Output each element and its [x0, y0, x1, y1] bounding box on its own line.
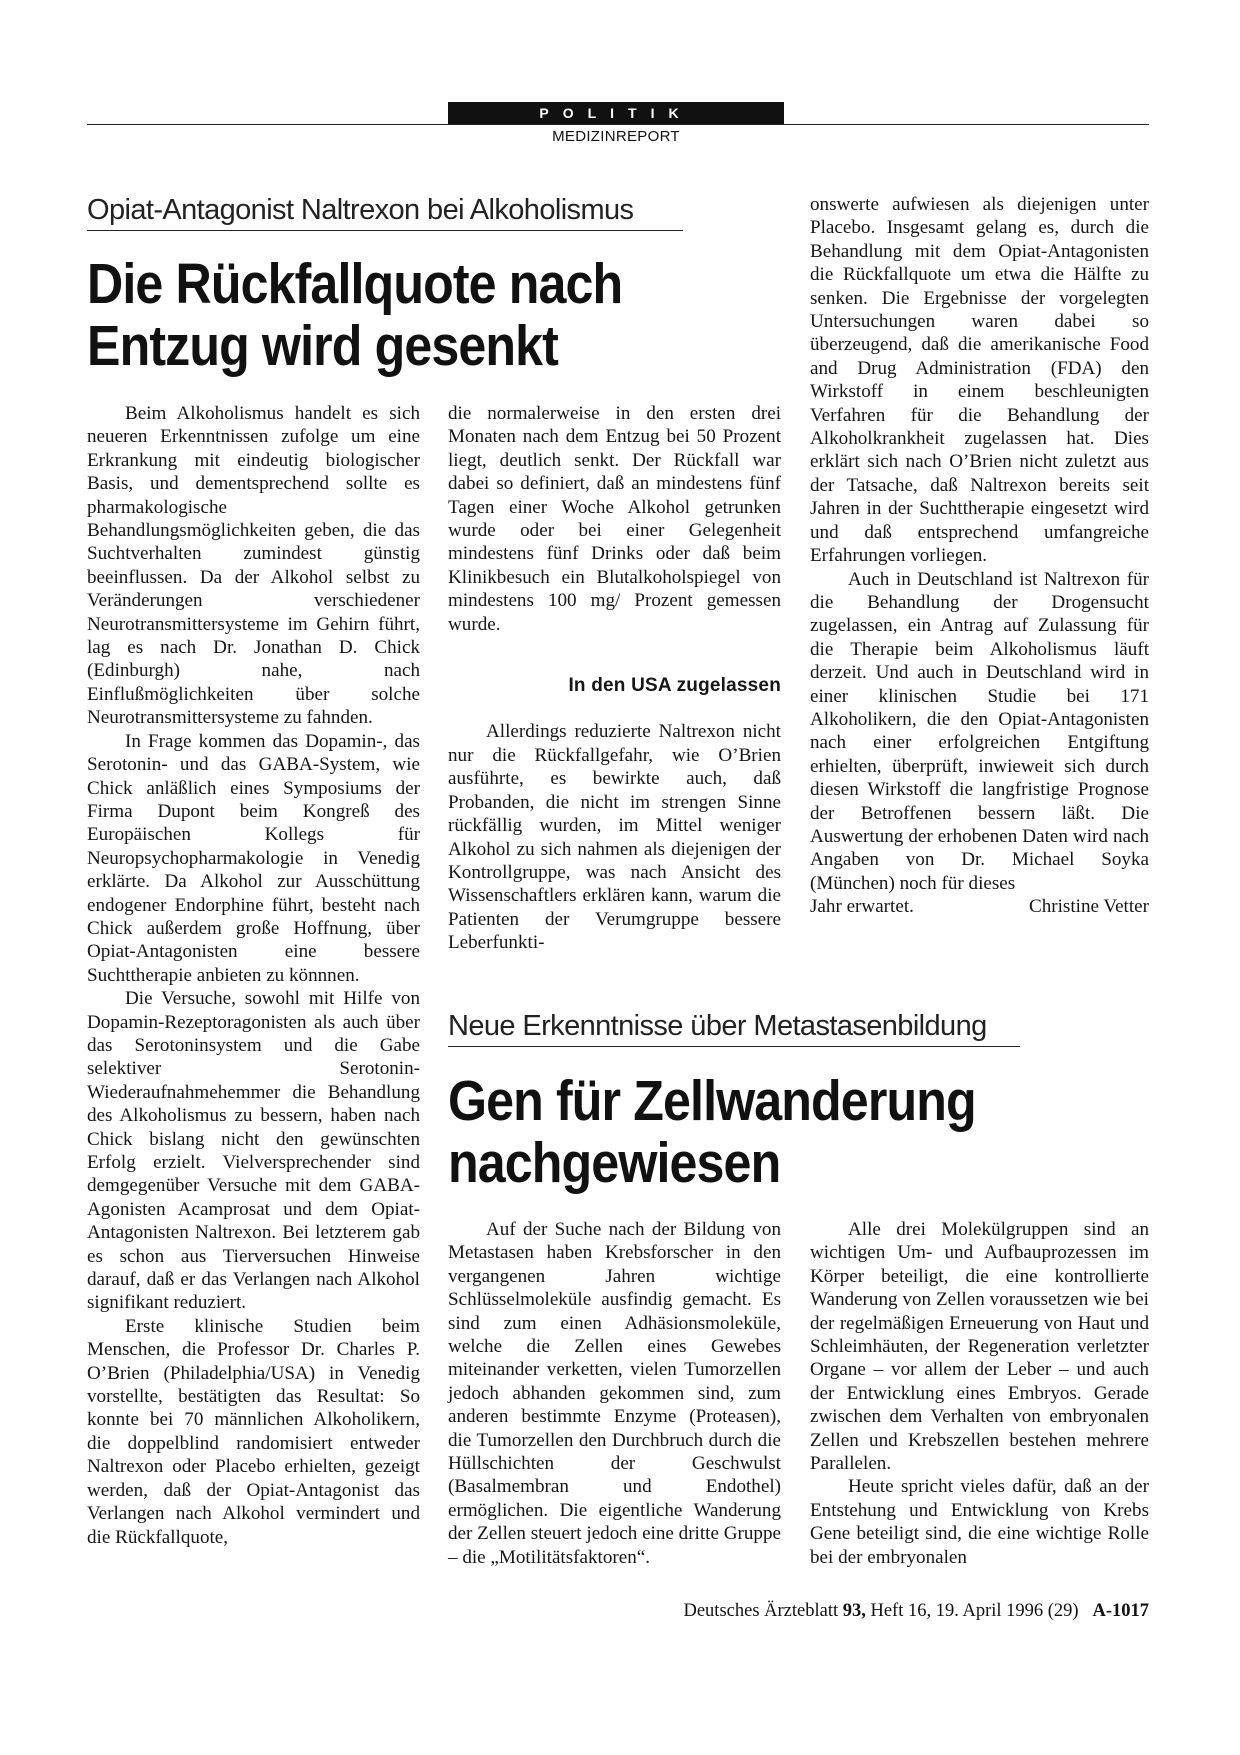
article1-subheading: In den USA zugelassen	[568, 675, 781, 697]
journal-volume: 93,	[842, 1601, 866, 1621]
article1-col1-paragraph: Erste klinische Studien beim Menschen, die Professor Dr. Charles P. O’Brien (Philadelphia/USA) in Venedig vorstellte, bestätigten das Resultat: So konnte bei 70 männlichen Alkoholikern, die doppelblind randomisiert entweder Naltrexon oder Placebo erhielten, gezeigt werden, daß der Opiat-Antagonist das Verlangen nach Alkohol vermindert und die Rückfallquote,	[87, 1315, 420, 1548]
article1-headline	[87, 253, 622, 377]
article2-column-2	[810, 1218, 1149, 1569]
header-rule	[87, 124, 1149, 125]
article2-column-1	[448, 1218, 781, 1569]
article1-col1-paragraph: Die Versuche, sowohl mit Hilfe von Dopamin-Rezeptoragonisten als auch über das Serotoninsystem und die Gabe selektiver Serotonin-Wiederaufnahmehemmer die Behandlung des Alkoholismus zu bessern, haben nach Chick bislang nicht den gewünschten Erfolg erzielt. Vielversprechender sind demgegenüber Versuche mit dem GABA-Agonisten Acamprosat und dem Opiat-Antagonisten Naltrexon. Bei letzterem gab es schon aus Tierversuchen Hinweise darauf, daß er das Verlangen nach Alkohol signifikant reduziert.	[87, 988, 420, 1314]
subsection-label: MEDIZINREPORT	[552, 128, 680, 145]
page-footer	[560, 1601, 1149, 1622]
article2-col1-paragraph: Auf der Suche nach der Bildung von Metastasen haben Krebsforscher in den vergangenen Jahren wichtige Schlüsselmoleküle ausfindig gemacht. Es sind zum einen Adhäsionsmoleküle, welche die Zellen eines Gewebes miteinander verketten, vielen Tumorzellen jedoch abhanden gekommen sind, zum anderen bestimmte Enzyme (Proteasen), die Tumorzellen den Durchbruch durch die Hüllschichten der Geschwulst (Basalmembran und Endothel) ermöglichen. Die eigentliche Wanderung der Zellen steuert jedoch eine dritte Gruppe – die „Motilitätsfaktoren“.	[448, 1219, 781, 1568]
article2-col2-paragraph: Alle drei Molekülgruppen sind an wichtigen Um- und Aufbauprozessen im Körper beteiligt, die eine kontrollierte Wanderung von Zellen voraussetzen wie bei der regelmäßigen Erneuerung von Haut und Schleimhäuten, der Regeneration verletzter Organe – vor allem der Leber – und auch der Entwicklung eines Embryos. Gerade zwischen dem Verhalten von embryonalen Zellen und Krebszellen bestehen mehrere Parallelen.	[810, 1219, 1149, 1475]
article1-column-3	[810, 193, 1149, 919]
article1-col2-paragraph: Allerdings reduzierte Naltrexon nicht nur die Rückfallgefahr, wie O’Brien ausführte, es bewirkte auch, daß Probanden, die nicht im strengen Sinne rückfällig wurden, im Mittel weniger Alkohol zu sich nahmen als diejenigen der Kontrollgruppe, was nach Ansicht des Wissenschaftlers erklären kann, warum die Patienten der Verumgruppe bessere Leberfunkti-	[448, 721, 781, 954]
article1-column-1	[87, 402, 420, 1549]
article1-col3-paragraph: onswerte aufwiesen als diejenigen unter Placebo. Insgesamt gelang es, durch die Behandlung mit dem Opiat-Antagonisten die Rückfallquote um etwa die Hälfte zu senken. Die Ergebnisse der vorgelegten Untersuchungen waren dabei so überzeugend, daß die amerikanische Food and Drug Administration (FDA) den Wirkstoff in einem beschleunigten Verfahren für die Behandlung der Alkoholkrankheit zugelassen hat. Dies erklärt sich nach O’Brien nicht zuletzt aus der Tatsache, daß Naltrexon bereits seit Jahren in der Suchttherapie eingesetzt wird und daß entsprechend umfangreiche Erfahrungen vorliegen.	[810, 194, 1149, 567]
article2-headline	[448, 1070, 976, 1194]
article1-author: Christine Vetter	[1028, 896, 1149, 918]
article2-headline-line2: nachgewiesen	[448, 1131, 781, 1195]
article1-signature-line	[810, 895, 1149, 918]
article1-col3-paragraph: Auch in Deutschland ist Naltrexon für die Behandlung der Drogensucht zugelassen, ein Antrag auf Zulassung für die Therapie beim Alkoholismus läuft derzeit. Und auch in Deutschland wird in einer klinischen Studie bei 171 Alkoholikern, die den Opiat-Antagonisten nach einer erfolgreichen Entgiftung erhielten, überprüft, inwieweit sich durch diesen Wirkstoff die langfristige Prognose der Betroffenen bessern läßt. Die Auswertung der erhobenen Daten wird nach Angaben von Dr. Michael Soyka (München) noch für dieses	[810, 568, 1149, 894]
page-number: A-1017	[1092, 1601, 1149, 1621]
article1-col1-paragraph: Beim Alkoholismus handelt es sich neueren Erkenntnissen zufolge um eine Erkrankung mit eindeutig biologischer Basis, und dementsprechend sollte es pharmakologische Behandlungsmöglichkeiten geben, die das Suchtverhalten zumindest günstig beeinflussen. Da der Alkohol selbst zu Veränderungen verschiedener Neurotransmittersysteme im Gehirn führt, lag es nach Dr. Jonathan D. Chick (Edinburgh) nahe, nach Einflußmöglichkeiten über solche Neurotransmittersysteme zu fahnden.	[87, 403, 420, 729]
article1-headline-line1: Die Rückfallquote nach	[87, 252, 623, 316]
article1-headline-line2: Entzug wird gesenkt	[87, 314, 559, 378]
journal-name: Deutsches Ärzteblatt	[683, 1601, 839, 1621]
article2-kicker: Neue Erkenntnisse über Metastasenbildung	[448, 1008, 1020, 1047]
article1-kicker: Opiat-Antagonist Naltrexon bei Alkoholismus	[87, 192, 683, 231]
journal-issue: Heft 16, 19. April 1996 (29)	[870, 1601, 1079, 1621]
article2-col2-paragraph: Heute spricht vieles dafür, daß an der Entstehung und Entwicklung von Krebs Gene beteiligt sind, die eine wichtige Rolle bei der embryonalen	[810, 1476, 1149, 1568]
article1-last-words: Jahr erwartet.	[810, 896, 914, 918]
article2-headline-line1: Gen für Zellwanderung	[448, 1069, 976, 1133]
article1-column-2	[448, 402, 781, 955]
section-label: POLITIK	[448, 102, 784, 124]
article1-col1-paragraph: In Frage kommen das Dopamin-, das Serotonin- und das GABA-System, wie Chick anläßlich eines Symposiums der Firma Dupont beim Kongreß des Europäischen Kollegs für Neuropsychopharmakologie in Venedig erklärte. Da Alkohol zur Ausschüttung endogener Endorphine führt, besteht nach Chick außerdem große Hoffnung, über Opiat-Antagonisten eine bessere Suchttherapie anbieten zu könnnen.	[87, 730, 420, 986]
article1-col2-paragraph: die normalerweise in den ersten drei Monaten nach dem Entzug bei 50 Prozent liegt, deutlich senkt. Der Rückfall war dabei so definiert, daß an mindestens fünf Tagen einer Woche Alkohol getrunken wurde oder bei einer Gelegenheit mindestens fünf Drinks oder daß beim Klinikbesuch ein Blutalkoholspiegel von mindestens 100 mg/ Prozent gemessen wurde.	[448, 403, 781, 635]
